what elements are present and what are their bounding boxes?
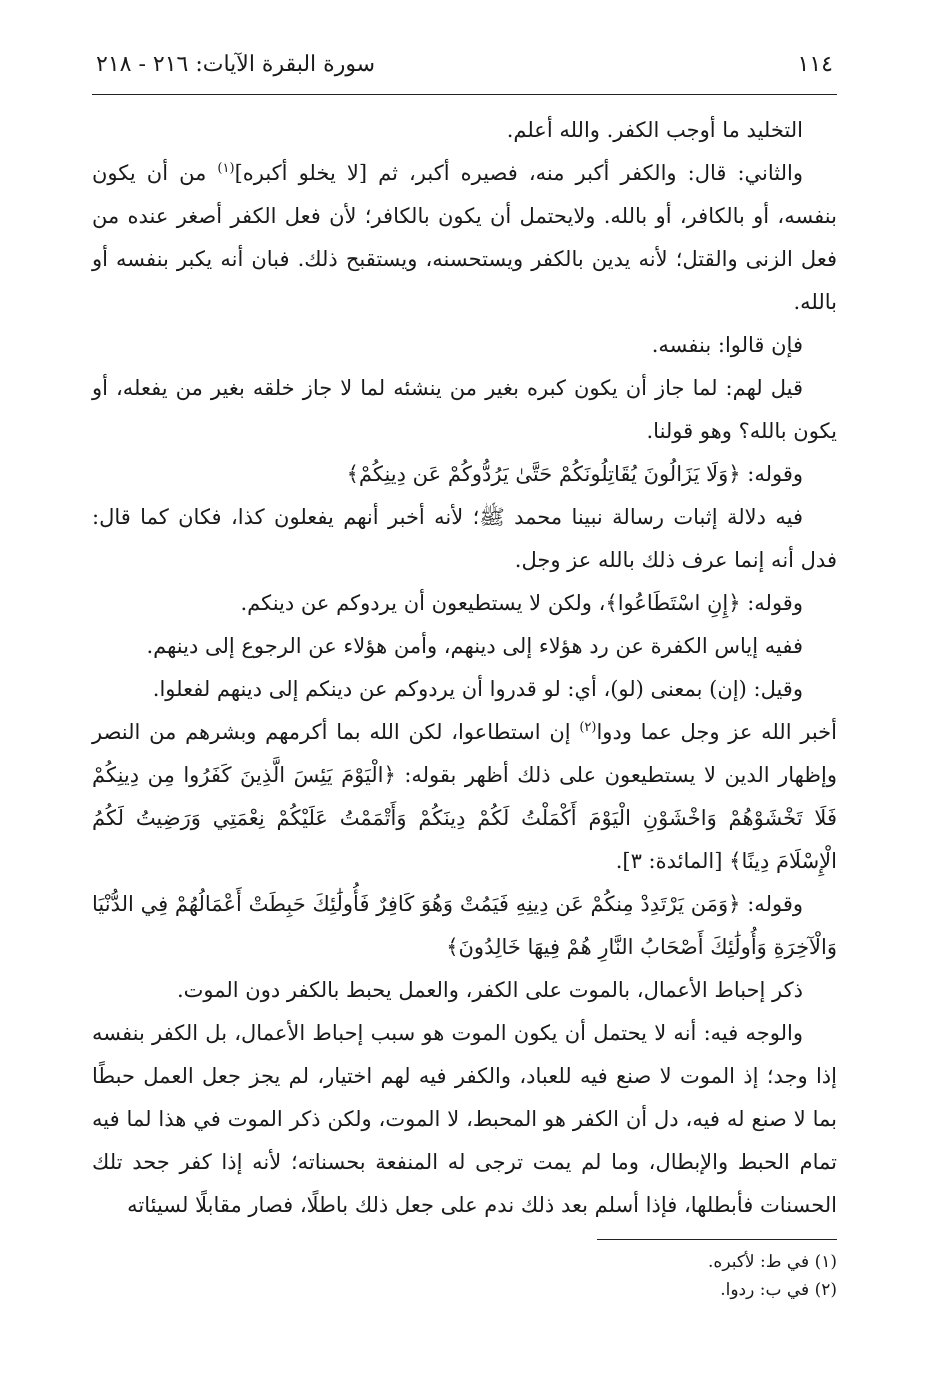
footnote: (١) في ط: لأكبره.	[708, 1252, 837, 1272]
paragraph: قيل لهم: لما جاز أن يكون كبره بغير من ينشئه لما لا جاز خلقه بغير من يفعله، أو يكون بالله؟ وهو قولنا.	[92, 376, 837, 443]
quran-verse-paragraph: وقوله: ﴿وَلَا يَزَالُونَ يُقَاتِلُونَكُمْ حَتَّىٰ يَرُدُّوكُمْ عَن دِينِكُمْ﴾	[346, 462, 803, 486]
main-text	[92, 109, 837, 1227]
paragraph: والثاني: قال: والكفر أكبر منه، فصيره أكبر، ثم [لا يخلو أكبره]$^{(١)}$ من أن يكون بنفسه، أو بالكافر، أو بالله. ولايحتمل أن يكون بالكافر؛ لأن فعل الكفر أصغر عنده من فعل الزنى والقتل؛ لأنه يدين بالكفر ويستحسنه، ويستقبح ذلك. فبان أنه يكبر بنفسه أو بالله.	[92, 161, 837, 314]
footnote-marker: (٢)	[579, 720, 597, 735]
paragraph: ففيه إياس الكفرة عن رد هؤلاء إلى دينهم، وأمن هؤلاء عن الرجوع إلى دينهم.	[146, 634, 803, 658]
footnotes	[92, 1248, 837, 1304]
running-header	[92, 52, 837, 88]
paragraph: فيه دلالة إثبات رسالة نبينا محمد ﷺ؛ لأنه أخبر أنهم يفعلون كذا، فكان كما قال: فدل أنه إنما عرف ذلك بالله عز وجل.	[92, 505, 837, 572]
paragraph: ذكر إحباط الأعمال، بالموت على الكفر، والعمل يحبط بالكفر دون الموت.	[176, 978, 803, 1002]
header-rule	[92, 94, 837, 95]
footnote-marker: (١)	[217, 161, 235, 176]
paragraph: وقوله: ﴿إِنِ اسْتَطَاعُوا﴾، ولكن لا يستطيعون أن يردوكم عن دينكم.	[240, 591, 803, 615]
paragraph: فإن قالوا: بنفسه.	[651, 333, 803, 357]
paragraph: والوجه فيه: أنه لا يحتمل أن يكون الموت هو سبب إحباط الأعمال، بل الكفر بنفسه إذا وجد؛ إذ الموت لا صنع فيه للعباد، والكفر فيه لهم اختيار، لم يجز جعل العمل حبطًا بما لا صنع له فيه، دل أن الكفر هو المحبط، لا الموت، ولكن ذكر الموت في هذا لما فيه تمام الحبط والإبطال، وما لم يمت ترجى له المنفعة بحسناته؛ لأنه إذا كفر جحد تلك الحسنات فأبطلها، فإذا أسلم بعد ذلك ندم على جعل ذلك باطلًا، فصار مقابلًا لسيئاته	[92, 1021, 838, 1217]
page-number: ١١٤	[797, 52, 833, 77]
quran-verse-paragraph: وقوله: ﴿وَمَن يَرْتَدِدْ مِنكُمْ عَن دِينِهِ فَيَمُتْ وَهُوَ كَافِرٌ فَأُولَٰئِكَ حَبِطَتْ أَعْمَالُهُمْ فِي الدُّنْيَا وَالْآخِرَةِ وَأُولَٰئِكَ أَصْحَابُ النَّارِ هُمْ فِيهَا خَالِدُونَ﴾	[92, 892, 837, 959]
footnote: (٢) في ب: ردوا.	[720, 1280, 837, 1300]
book-page	[92, 52, 837, 1304]
chapter-title: سورة البقرة الآيات: ٢١٦ - ٢١٨	[96, 52, 376, 77]
paragraph: وقيل: (إن) بمعنى (لو)، أي: لو قدروا أن يردوكم عن دينكم إلى دينهم لفعلوا.	[152, 677, 803, 701]
paragraph: التخليد ما أوجب الكفر. والله أعلم.	[506, 118, 803, 142]
paragraph: أخبر الله عز وجل عما ودوا$^{(٢)}$ إن استطاعوا، لكن الله بما أكرمهم وبشرهم من النصر وإظهار الدين لا يستطيعون على ذلك أظهر بقوله: ﴿الْيَوْمَ يَئِسَ الَّذِينَ كَفَرُوا مِن دِينِكُمْ فَلَا تَخْشَوْهُمْ وَاخْشَوْنِ الْيَوْمَ أَكْمَلْتُ لَكُمْ دِينَكُمْ وَأَتْمَمْتُ عَلَيْكُمْ نِعْمَتِي وَرَضِيتُ لَكُمُ الْإِسْلَامَ دِينًا﴾ [المائدة: ٣].	[92, 720, 837, 873]
footnote-rule	[597, 1239, 837, 1240]
